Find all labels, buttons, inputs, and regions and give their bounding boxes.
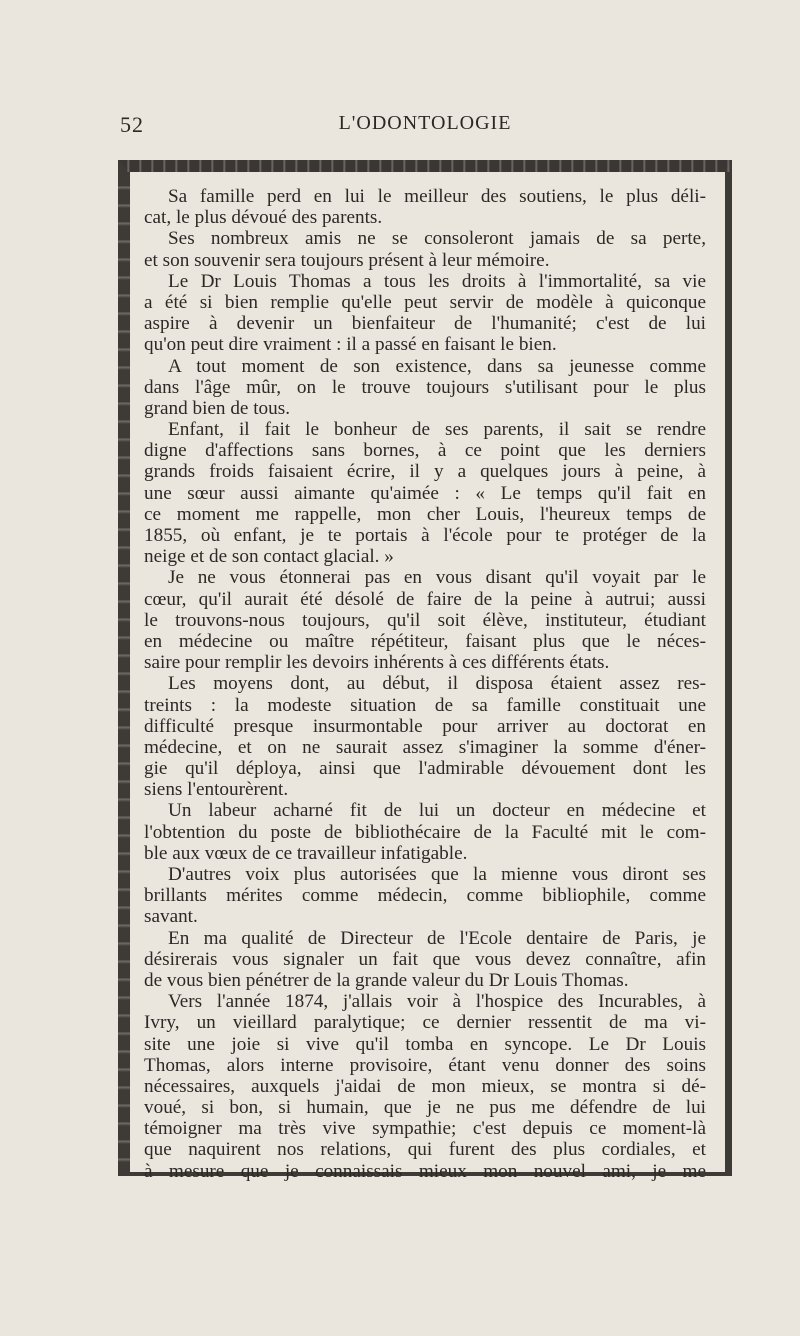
text-line: saire pour remplir les devoirs inhérents à ces différents états.	[144, 652, 610, 674]
text-line: le trouvons-nous toujours, qu'il soit élève, instituteur, étudiant	[144, 609, 706, 631]
text-line: à mesure que je connaissais mieux mon nouvel ami, je me	[144, 1160, 706, 1182]
text-line: Vers l'année 1874, j'allais voir à l'hospice des Incurables, à	[168, 991, 706, 1013]
text-line: ce moment me rappelle, mon cher Louis, l'heureux temps de	[144, 503, 706, 525]
text-line: aspire à devenir un bienfaiteur de l'humanité; c'est de lui	[144, 313, 706, 335]
page-header	[120, 112, 730, 142]
text-line: Ses nombreux amis ne se consoleront jamais de sa perte,	[168, 228, 706, 250]
text-line: qu'on peut dire vraiment : il a passé en faisant le bien.	[144, 334, 557, 356]
text-line: grand bien de tous.	[144, 397, 291, 419]
text-line: grands froids faisaient écrire, il y a quelques jours à peine, à	[144, 461, 706, 483]
text-line: 1855, où enfant, je te portais à l'école pour te protéger de la	[144, 525, 706, 546]
text-line: nécessaires, auxquels j'aidai de mon mieux, se montra si dé-	[144, 1075, 706, 1097]
text-line: Le Dr Louis Thomas a tous les droits à l'immortalité, sa vie	[168, 270, 706, 292]
text-line: treints : la modeste situation de sa famille constituait une	[144, 694, 706, 716]
text-line: Un labeur acharné fit de lui un docteur en médecine et	[168, 800, 706, 822]
text-line: l'obtention du poste de bibliothécaire de la Faculté mit le com-	[144, 821, 706, 843]
text-line: difficulté presque insurmontable pour arriver au doctorat en	[144, 715, 706, 737]
text-line: cœur, qu'il aurait été désolé de faire de la peine à autrui; aussi	[144, 588, 706, 610]
text-line: de vous bien pénétrer de la grande valeur du Dr Louis Thomas.	[144, 969, 629, 991]
text-line: D'autres voix plus autorisées que la mienne vous diront ses	[168, 864, 706, 885]
text-line: A tout moment de son existence, dans sa jeunesse comme	[168, 355, 706, 377]
text-line: voué, si bon, si humain, que je ne pus me défendre de lui	[144, 1097, 706, 1119]
text-line: désirerais vous signaler un fait que vous devez connaître, afin	[144, 948, 706, 970]
page-number: 52	[120, 112, 144, 137]
text-line: en médecine ou maître répétiteur, faisant plus que le néces-	[144, 630, 706, 652]
text-line: gie qu'il déploya, ainsi que l'admirable dévouement dont les	[144, 758, 706, 780]
text-line: Sa famille perd en lui le meilleur des soutiens, le plus déli-	[168, 186, 706, 207]
text-line: témoigner ma très vive sympathie; c'est depuis ce moment-là	[144, 1118, 706, 1140]
text-line: et son souvenir sera toujours présent à leur mémoire.	[144, 249, 550, 271]
text-line: digne d'affections sans bornes, à ce point que les derniers	[144, 440, 706, 462]
text-line: siens l'entourèrent.	[144, 779, 289, 801]
body-text	[144, 186, 706, 1182]
text-line: Thomas, alors interne provisoire, étant venu donner des soins	[144, 1054, 706, 1076]
text-line: ble aux vœux de ce travailleur infatigable.	[144, 842, 468, 864]
text-line: neige et de son contact glacial. »	[144, 546, 394, 568]
text-line: En ma qualité de Directeur de l'Ecole dentaire de Paris, je	[168, 927, 706, 949]
text-line: Ivry, un vieillard paralytique; ce dernier ressentit de ma vi-	[144, 1012, 706, 1034]
text-line: Enfant, il fait le bonheur de ses parents, il sait se rendre	[168, 419, 706, 441]
text-line: une sœur aussi aimante qu'aimée : « Le temps qu'il fait en	[144, 482, 706, 504]
text-line: médecine, et on ne saurait assez s'imaginer la somme d'éner-	[144, 736, 706, 758]
text-line: dans l'âge mûr, on le trouve toujours s'utilisant pour le plus	[144, 376, 706, 398]
text-line: cat, le plus dévoué des parents.	[144, 207, 383, 229]
text-line: que naquirent nos relations, qui furent des plus cordiales, et	[144, 1139, 706, 1161]
text-line: site une joie si vive qu'il tomba en syncope. Le Dr Louis	[144, 1033, 706, 1055]
running-title: L'ODONTOLOGIE	[338, 112, 512, 134]
text-line: Les moyens dont, au début, il disposa étaient assez res-	[168, 673, 706, 695]
text-line: Je ne vous étonnerai pas en vous disant qu'il voyait par le	[168, 567, 706, 589]
text-line: brillants mérites comme médecin, comme bibliophile, comme	[144, 885, 706, 907]
text-line: a été si bien remplie qu'elle peut servir de modèle à quiconque	[144, 291, 706, 313]
text-line: savant.	[144, 906, 198, 928]
